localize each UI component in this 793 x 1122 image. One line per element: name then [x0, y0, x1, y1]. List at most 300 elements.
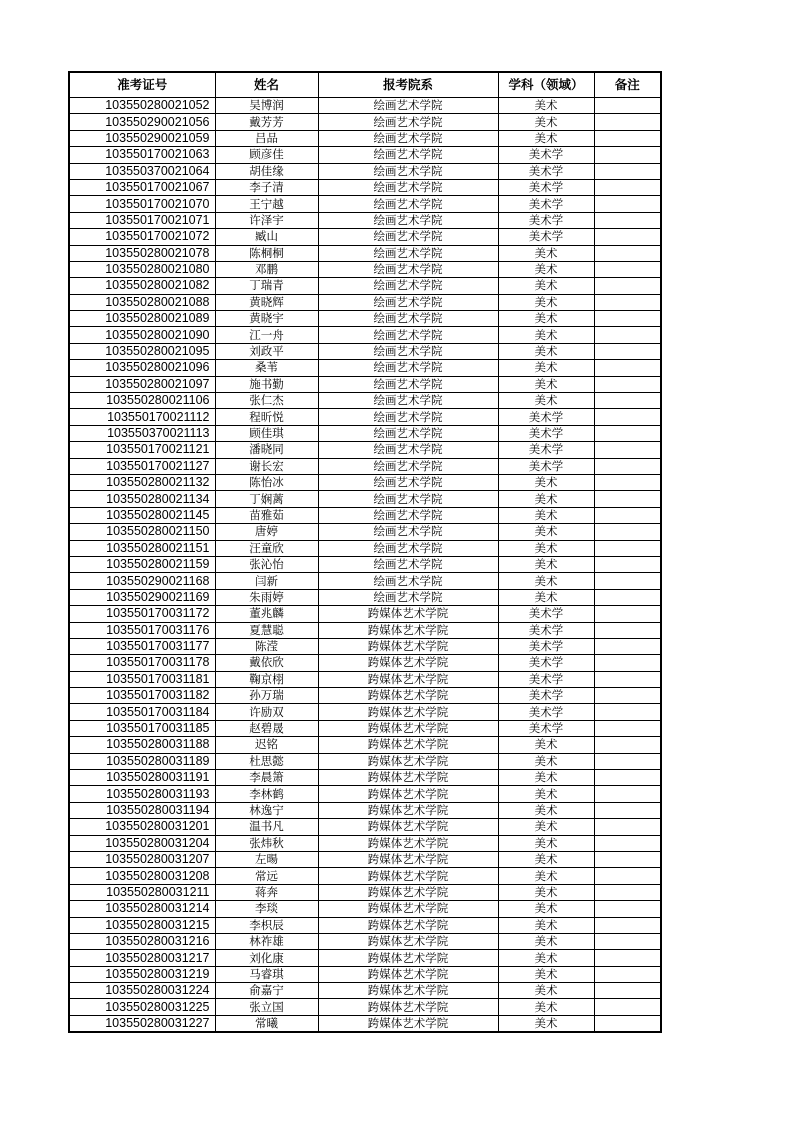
- name-cell: 常曦: [215, 1015, 318, 1032]
- discipline-cell: 美术学: [498, 212, 594, 228]
- remarks-cell: [594, 491, 661, 507]
- name-cell: 丁娴蓠: [215, 491, 318, 507]
- department-cell: 跨媒体艺术学院: [318, 688, 498, 704]
- exam-id-cell: 103550290021168: [69, 573, 215, 589]
- table-row: [69, 130, 661, 146]
- remarks-cell: [594, 130, 661, 146]
- table-row: [69, 720, 661, 736]
- discipline-cell: 美术: [498, 1015, 594, 1032]
- exam-id-cell: 103550170021063: [69, 147, 215, 163]
- discipline-cell: 美术: [498, 753, 594, 769]
- department-cell: 绘画艺术学院: [318, 163, 498, 179]
- remarks-cell: [594, 229, 661, 245]
- department-cell: 绘画艺术学院: [318, 327, 498, 343]
- discipline-cell: 美术: [498, 556, 594, 572]
- remarks-cell: [594, 327, 661, 343]
- department-cell: 绘画艺术学院: [318, 442, 498, 458]
- department-cell: 绘画艺术学院: [318, 179, 498, 195]
- exam-id-cell: 103550280031193: [69, 786, 215, 802]
- exam-id-cell: 103550280021150: [69, 524, 215, 540]
- name-cell: 朱雨婷: [215, 589, 318, 605]
- discipline-cell: 美术: [498, 589, 594, 605]
- exam-id-cell: 103550280021132: [69, 474, 215, 490]
- exam-id-cell: 103550280021097: [69, 376, 215, 392]
- name-cell: 马睿琪: [215, 966, 318, 982]
- discipline-cell: 美术: [498, 327, 594, 343]
- exam-id-cell: 103550280031217: [69, 950, 215, 966]
- name-cell: 邓鹏: [215, 261, 318, 277]
- table-row: [69, 393, 661, 409]
- name-cell: 桑苇: [215, 360, 318, 376]
- table-row: [69, 868, 661, 884]
- department-cell: 跨媒体艺术学院: [318, 704, 498, 720]
- remarks-cell: [594, 179, 661, 195]
- name-cell: 潘晓同: [215, 442, 318, 458]
- table-row: [69, 294, 661, 310]
- discipline-cell: 美术学: [498, 704, 594, 720]
- remarks-cell: [594, 917, 661, 933]
- table-row: [69, 802, 661, 818]
- discipline-cell: 美术学: [498, 229, 594, 245]
- discipline-cell: 美术: [498, 360, 594, 376]
- name-cell: 唐婷: [215, 524, 318, 540]
- table-row: [69, 311, 661, 327]
- discipline-cell: 美术: [498, 261, 594, 277]
- department-cell: 绘画艺术学院: [318, 425, 498, 441]
- remarks-cell: [594, 688, 661, 704]
- table-row: [69, 901, 661, 917]
- table-row: [69, 638, 661, 654]
- discipline-cell: 美术学: [498, 442, 594, 458]
- exam-id-cell: 103550170021067: [69, 179, 215, 195]
- discipline-cell: 美术学: [498, 622, 594, 638]
- name-cell: 张沁怡: [215, 556, 318, 572]
- name-cell: 李林鹤: [215, 786, 318, 802]
- exam-id-cell: 103550280031211: [69, 884, 215, 900]
- department-cell: 绘画艺术学院: [318, 261, 498, 277]
- discipline-cell: 美术学: [498, 458, 594, 474]
- name-cell: 陈桐桐: [215, 245, 318, 261]
- remarks-cell: [594, 966, 661, 982]
- discipline-cell: 美术: [498, 393, 594, 409]
- name-cell: 戴芳芳: [215, 114, 318, 130]
- remarks-cell: [594, 540, 661, 556]
- table-row: [69, 556, 661, 572]
- name-cell: 陈怡冰: [215, 474, 318, 490]
- exam-id-cell: 103550170031177: [69, 638, 215, 654]
- exam-id-cell: 103550170021071: [69, 212, 215, 228]
- name-cell: 江一舟: [215, 327, 318, 343]
- discipline-cell: 美术: [498, 917, 594, 933]
- exam-id-cell: 103550280031194: [69, 802, 215, 818]
- table-row: [69, 622, 661, 638]
- remarks-cell: [594, 261, 661, 277]
- discipline-cell: 美术: [498, 770, 594, 786]
- department-cell: 绘画艺术学院: [318, 311, 498, 327]
- exam-id-cell: 103550280031207: [69, 851, 215, 867]
- name-cell: 许励双: [215, 704, 318, 720]
- discipline-cell: 美术: [498, 343, 594, 359]
- department-cell: 跨媒体艺术学院: [318, 1015, 498, 1032]
- admission-table: [68, 71, 662, 1033]
- exam-id-cell: 103550280021089: [69, 311, 215, 327]
- name-cell: 谢长宏: [215, 458, 318, 474]
- table-row: [69, 540, 661, 556]
- name-cell: 张立国: [215, 999, 318, 1015]
- table-row: [69, 261, 661, 277]
- name-cell: 迟铭: [215, 737, 318, 753]
- header-remarks: 备注: [594, 72, 661, 98]
- name-cell: 鞠京栩: [215, 671, 318, 687]
- discipline-cell: 美术: [498, 851, 594, 867]
- discipline-cell: 美术: [498, 835, 594, 851]
- remarks-cell: [594, 212, 661, 228]
- table-row: [69, 163, 661, 179]
- remarks-cell: [594, 868, 661, 884]
- exam-id-cell: 103550280021088: [69, 294, 215, 310]
- department-cell: 绘画艺术学院: [318, 491, 498, 507]
- table-row: [69, 999, 661, 1015]
- department-cell: 跨媒体艺术学院: [318, 819, 498, 835]
- name-cell: 施书勤: [215, 376, 318, 392]
- name-cell: 黄晓辉: [215, 294, 318, 310]
- exam-id-cell: 103550170031178: [69, 655, 215, 671]
- exam-id-cell: 103550280021145: [69, 507, 215, 523]
- discipline-cell: 美术: [498, 278, 594, 294]
- remarks-cell: [594, 704, 661, 720]
- exam-id-cell: 103550280021096: [69, 360, 215, 376]
- name-cell: 戴依欣: [215, 655, 318, 671]
- table-row: [69, 409, 661, 425]
- table-row: [69, 524, 661, 540]
- department-cell: 跨媒体艺术学院: [318, 868, 498, 884]
- department-cell: 跨媒体艺术学院: [318, 884, 498, 900]
- exam-id-cell: 103550280021052: [69, 98, 215, 114]
- table-row: [69, 884, 661, 900]
- remarks-cell: [594, 606, 661, 622]
- discipline-cell: 美术: [498, 114, 594, 130]
- department-cell: 跨媒体艺术学院: [318, 720, 498, 736]
- department-cell: 跨媒体艺术学院: [318, 655, 498, 671]
- table-row: [69, 753, 661, 769]
- exam-id-cell: 103550280031188: [69, 737, 215, 753]
- discipline-cell: 美术: [498, 737, 594, 753]
- department-cell: 绘画艺术学院: [318, 98, 498, 114]
- discipline-cell: 美术学: [498, 179, 594, 195]
- exam-id-cell: 103550280031191: [69, 770, 215, 786]
- exam-id-cell: 103550280021106: [69, 393, 215, 409]
- remarks-cell: [594, 425, 661, 441]
- remarks-cell: [594, 245, 661, 261]
- table-row: [69, 343, 661, 359]
- department-cell: 绘画艺术学院: [318, 409, 498, 425]
- discipline-cell: 美术: [498, 311, 594, 327]
- table-row: [69, 98, 661, 114]
- discipline-cell: 美术学: [498, 688, 594, 704]
- exam-id-cell: 103550170021072: [69, 229, 215, 245]
- name-cell: 吕品: [215, 130, 318, 146]
- discipline-cell: 美术学: [498, 425, 594, 441]
- remarks-cell: [594, 573, 661, 589]
- exam-id-cell: 103550280031215: [69, 917, 215, 933]
- remarks-cell: [594, 753, 661, 769]
- discipline-cell: 美术: [498, 999, 594, 1015]
- department-cell: 绘画艺术学院: [318, 130, 498, 146]
- discipline-cell: 美术学: [498, 638, 594, 654]
- remarks-cell: [594, 458, 661, 474]
- exam-id-cell: 103550280031224: [69, 983, 215, 999]
- name-cell: 李子清: [215, 179, 318, 195]
- table-row: [69, 966, 661, 982]
- name-cell: 顾佳琪: [215, 425, 318, 441]
- remarks-cell: [594, 999, 661, 1015]
- discipline-cell: 美术: [498, 294, 594, 310]
- department-cell: 绘画艺术学院: [318, 360, 498, 376]
- department-cell: 绘画艺术学院: [318, 114, 498, 130]
- name-cell: 左暘: [215, 851, 318, 867]
- department-cell: 绘画艺术学院: [318, 474, 498, 490]
- department-cell: 跨媒体艺术学院: [318, 622, 498, 638]
- table-row: [69, 704, 661, 720]
- name-cell: 丁瑞青: [215, 278, 318, 294]
- exam-id-cell: 103550280031204: [69, 835, 215, 851]
- exam-id-cell: 103550290021056: [69, 114, 215, 130]
- remarks-cell: [594, 671, 661, 687]
- remarks-cell: [594, 1015, 661, 1032]
- department-cell: 跨媒体艺术学院: [318, 835, 498, 851]
- exam-id-cell: 103550280021151: [69, 540, 215, 556]
- department-cell: 跨媒体艺术学院: [318, 966, 498, 982]
- discipline-cell: 美术: [498, 245, 594, 261]
- department-cell: 绘画艺术学院: [318, 589, 498, 605]
- table-row: [69, 179, 661, 195]
- exam-id-cell: 103550290021169: [69, 589, 215, 605]
- header-discipline: 学科（领域）: [498, 72, 594, 98]
- exam-id-cell: 103550170031181: [69, 671, 215, 687]
- remarks-cell: [594, 737, 661, 753]
- name-cell: 刘政平: [215, 343, 318, 359]
- department-cell: 跨媒体艺术学院: [318, 851, 498, 867]
- table-row: [69, 114, 661, 130]
- discipline-cell: 美术: [498, 98, 594, 114]
- name-cell: 蒋奔: [215, 884, 318, 900]
- department-cell: 跨媒体艺术学院: [318, 671, 498, 687]
- remarks-cell: [594, 655, 661, 671]
- table-body: [69, 98, 661, 1033]
- header-exam-id: 准考证号: [69, 72, 215, 98]
- table-row: [69, 573, 661, 589]
- discipline-cell: 美术学: [498, 409, 594, 425]
- department-cell: 绘画艺术学院: [318, 573, 498, 589]
- remarks-cell: [594, 311, 661, 327]
- table-row: [69, 425, 661, 441]
- table-header: [69, 72, 661, 98]
- table-row: [69, 147, 661, 163]
- discipline-cell: 美术: [498, 802, 594, 818]
- header-name: 姓名: [215, 72, 318, 98]
- remarks-cell: [594, 442, 661, 458]
- name-cell: 汪童欣: [215, 540, 318, 556]
- exam-id-cell: 103550170021112: [69, 409, 215, 425]
- department-cell: 跨媒体艺术学院: [318, 933, 498, 949]
- discipline-cell: 美术: [498, 524, 594, 540]
- department-cell: 跨媒体艺术学院: [318, 950, 498, 966]
- table-row: [69, 835, 661, 851]
- name-cell: 张仁杰: [215, 393, 318, 409]
- discipline-cell: 美术学: [498, 147, 594, 163]
- discipline-cell: 美术: [498, 130, 594, 146]
- remarks-cell: [594, 393, 661, 409]
- table-row: [69, 442, 661, 458]
- name-cell: 刘化康: [215, 950, 318, 966]
- exam-id-cell: 103550170021070: [69, 196, 215, 212]
- discipline-cell: 美术学: [498, 606, 594, 622]
- discipline-cell: 美术: [498, 966, 594, 982]
- table-row: [69, 917, 661, 933]
- exam-id-cell: 103550170021121: [69, 442, 215, 458]
- name-cell: 林祚雄: [215, 933, 318, 949]
- department-cell: 绘画艺术学院: [318, 507, 498, 523]
- name-cell: 杜思懿: [215, 753, 318, 769]
- remarks-cell: [594, 294, 661, 310]
- table-row: [69, 212, 661, 228]
- table-row: [69, 327, 661, 343]
- department-cell: 绘画艺术学院: [318, 540, 498, 556]
- table-row: [69, 655, 661, 671]
- exam-id-cell: 103550280021134: [69, 491, 215, 507]
- exam-id-cell: 103550280021090: [69, 327, 215, 343]
- name-cell: 胡佳缘: [215, 163, 318, 179]
- name-cell: 闫新: [215, 573, 318, 589]
- remarks-cell: [594, 786, 661, 802]
- table-row: [69, 360, 661, 376]
- exam-id-cell: 103550170021127: [69, 458, 215, 474]
- discipline-cell: 美术: [498, 884, 594, 900]
- remarks-cell: [594, 851, 661, 867]
- exam-id-cell: 103550280031201: [69, 819, 215, 835]
- remarks-cell: [594, 147, 661, 163]
- name-cell: 林逸宁: [215, 802, 318, 818]
- exam-id-cell: 103550280021095: [69, 343, 215, 359]
- exam-id-cell: 103550280031219: [69, 966, 215, 982]
- remarks-cell: [594, 819, 661, 835]
- name-cell: 常远: [215, 868, 318, 884]
- discipline-cell: 美术: [498, 376, 594, 392]
- remarks-cell: [594, 376, 661, 392]
- table-row: [69, 786, 661, 802]
- admission-list-sheet: [68, 71, 662, 1033]
- table-row: [69, 688, 661, 704]
- remarks-cell: [594, 556, 661, 572]
- discipline-cell: 美术: [498, 933, 594, 949]
- department-cell: 跨媒体艺术学院: [318, 999, 498, 1015]
- remarks-cell: [594, 638, 661, 654]
- table-row: [69, 950, 661, 966]
- table-row: [69, 671, 661, 687]
- name-cell: 俞嘉宁: [215, 983, 318, 999]
- discipline-cell: 美术学: [498, 196, 594, 212]
- department-cell: 跨媒体艺术学院: [318, 786, 498, 802]
- remarks-cell: [594, 114, 661, 130]
- discipline-cell: 美术: [498, 786, 594, 802]
- remarks-cell: [594, 98, 661, 114]
- department-cell: 跨媒体艺术学院: [318, 983, 498, 999]
- name-cell: 陈滢: [215, 638, 318, 654]
- name-cell: 臧山: [215, 229, 318, 245]
- name-cell: 李枳辰: [215, 917, 318, 933]
- department-cell: 绘画艺术学院: [318, 212, 498, 228]
- exam-id-cell: 103550280031189: [69, 753, 215, 769]
- department-cell: 跨媒体艺术学院: [318, 737, 498, 753]
- discipline-cell: 美术: [498, 474, 594, 490]
- exam-id-cell: 103550280031216: [69, 933, 215, 949]
- department-cell: 跨媒体艺术学院: [318, 753, 498, 769]
- name-cell: 王宁越: [215, 196, 318, 212]
- remarks-cell: [594, 802, 661, 818]
- table-row: [69, 933, 661, 949]
- department-cell: 绘画艺术学院: [318, 524, 498, 540]
- name-cell: 温书凡: [215, 819, 318, 835]
- name-cell: 张炜秋: [215, 835, 318, 851]
- table-row: [69, 229, 661, 245]
- discipline-cell: 美术: [498, 573, 594, 589]
- discipline-cell: 美术: [498, 868, 594, 884]
- remarks-cell: [594, 278, 661, 294]
- exam-id-cell: 103550280031214: [69, 901, 215, 917]
- remarks-cell: [594, 524, 661, 540]
- remarks-cell: [594, 835, 661, 851]
- exam-id-cell: 103550370021064: [69, 163, 215, 179]
- name-cell: 吴博润: [215, 98, 318, 114]
- remarks-cell: [594, 983, 661, 999]
- name-cell: 赵碧晟: [215, 720, 318, 736]
- name-cell: 苗雅茹: [215, 507, 318, 523]
- table-row: [69, 491, 661, 507]
- name-cell: 董兆麟: [215, 606, 318, 622]
- exam-id-cell: 103550170031176: [69, 622, 215, 638]
- exam-id-cell: 103550170031185: [69, 720, 215, 736]
- department-cell: 跨媒体艺术学院: [318, 770, 498, 786]
- exam-id-cell: 103550170031182: [69, 688, 215, 704]
- remarks-cell: [594, 409, 661, 425]
- department-cell: 绘画艺术学院: [318, 229, 498, 245]
- discipline-cell: 美术: [498, 491, 594, 507]
- department-cell: 绘画艺术学院: [318, 294, 498, 310]
- table-row: [69, 606, 661, 622]
- department-cell: 绘画艺术学院: [318, 196, 498, 212]
- name-cell: 孙万瑞: [215, 688, 318, 704]
- discipline-cell: 美术学: [498, 720, 594, 736]
- department-cell: 跨媒体艺术学院: [318, 802, 498, 818]
- exam-id-cell: 103550280031225: [69, 999, 215, 1015]
- table-row: [69, 507, 661, 523]
- remarks-cell: [594, 720, 661, 736]
- table-row: [69, 851, 661, 867]
- header-row: [69, 72, 661, 98]
- department-cell: 绘画艺术学院: [318, 278, 498, 294]
- remarks-cell: [594, 884, 661, 900]
- exam-id-cell: 103550280021082: [69, 278, 215, 294]
- name-cell: 夏慧聪: [215, 622, 318, 638]
- table-row: [69, 245, 661, 261]
- discipline-cell: 美术学: [498, 655, 594, 671]
- discipline-cell: 美术学: [498, 163, 594, 179]
- remarks-cell: [594, 343, 661, 359]
- remarks-cell: [594, 163, 661, 179]
- department-cell: 绘画艺术学院: [318, 393, 498, 409]
- table-row: [69, 1015, 661, 1032]
- discipline-cell: 美术: [498, 507, 594, 523]
